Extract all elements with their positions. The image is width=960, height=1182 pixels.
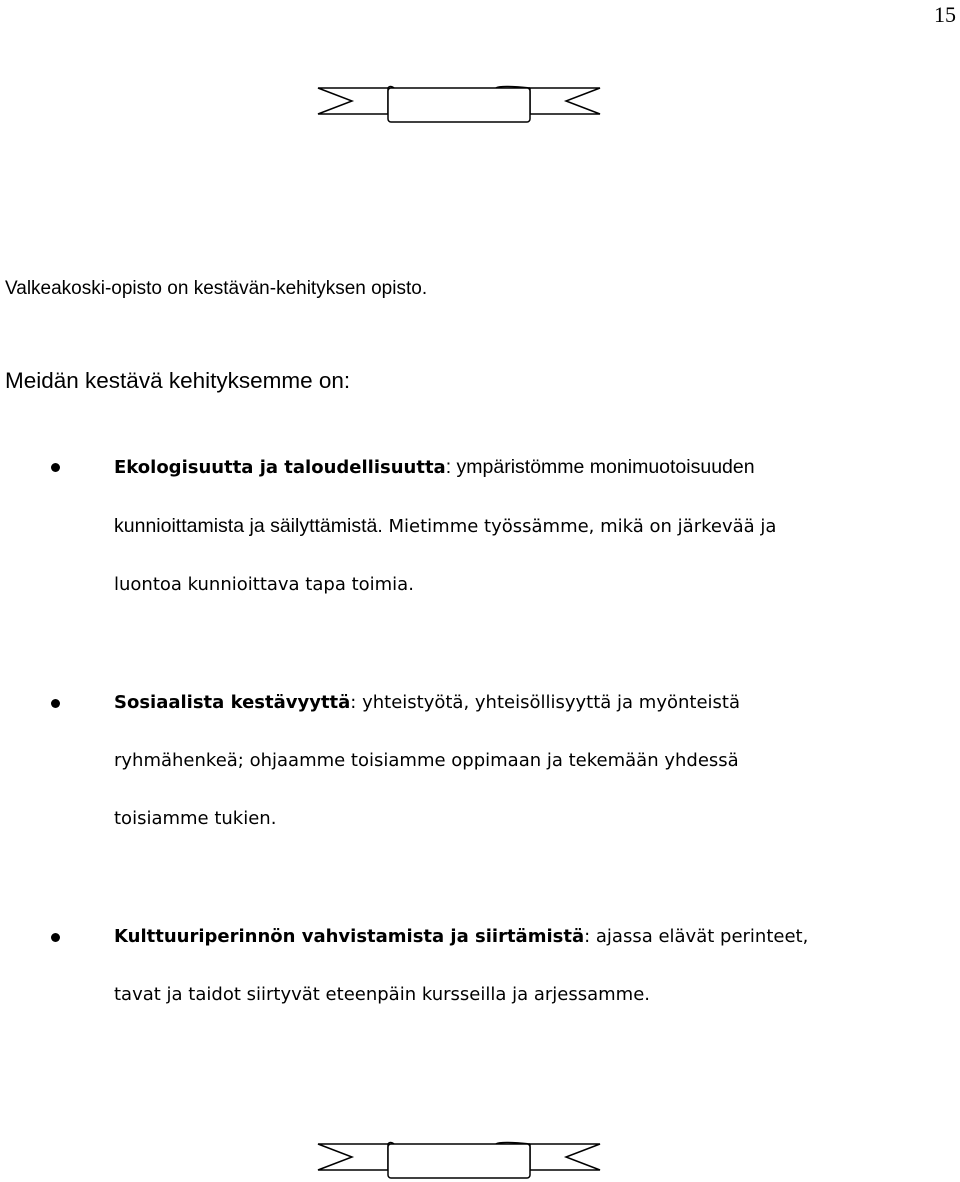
bullet-icon bbox=[51, 463, 60, 472]
ribbon-banner-top bbox=[316, 84, 602, 126]
bullet-icon bbox=[51, 699, 60, 708]
intro-statement: Valkeakoski-opisto on kestävän-kehityksen opisto. bbox=[5, 278, 428, 299]
ribbon-banner-icon bbox=[316, 84, 602, 126]
item-description: : ympäristömme monimuotoisuuden kunnioittamista ja säilyttämistä. bbox=[114, 456, 755, 537]
item-term: Sosiaalista kestävyyttä bbox=[114, 692, 351, 713]
item-description: : ajassa elävät perinteet, tavat ja taidot siirtyvät eteenpäin kursseilla ja arjessamme. bbox=[114, 926, 809, 1005]
item-description: : yhteistyötä, yhteisöllisyyttä ja myönteistä ryhmähenkeä; ohjaamme toisiamme oppimaan ja tekemään yhdessä toisiamme tukien. bbox=[114, 692, 741, 829]
item-term: Ekologisuutta ja taloudellisuutta bbox=[114, 457, 446, 478]
page-number: 15 bbox=[934, 2, 956, 27]
ribbon-banner-bottom bbox=[316, 1140, 602, 1182]
item-description-continued: Mietimme työssämme, mikä on järkevää ja luontoa kunnioittava tapa toimia. bbox=[114, 516, 777, 595]
item-term: Kulttuuriperinnön vahvistamista ja siirtämistä bbox=[114, 926, 585, 947]
bullet-icon bbox=[51, 933, 60, 942]
section-heading: Meidän kestävä kehityksemme on: bbox=[5, 368, 351, 393]
ribbon-banner-icon bbox=[316, 1140, 602, 1182]
